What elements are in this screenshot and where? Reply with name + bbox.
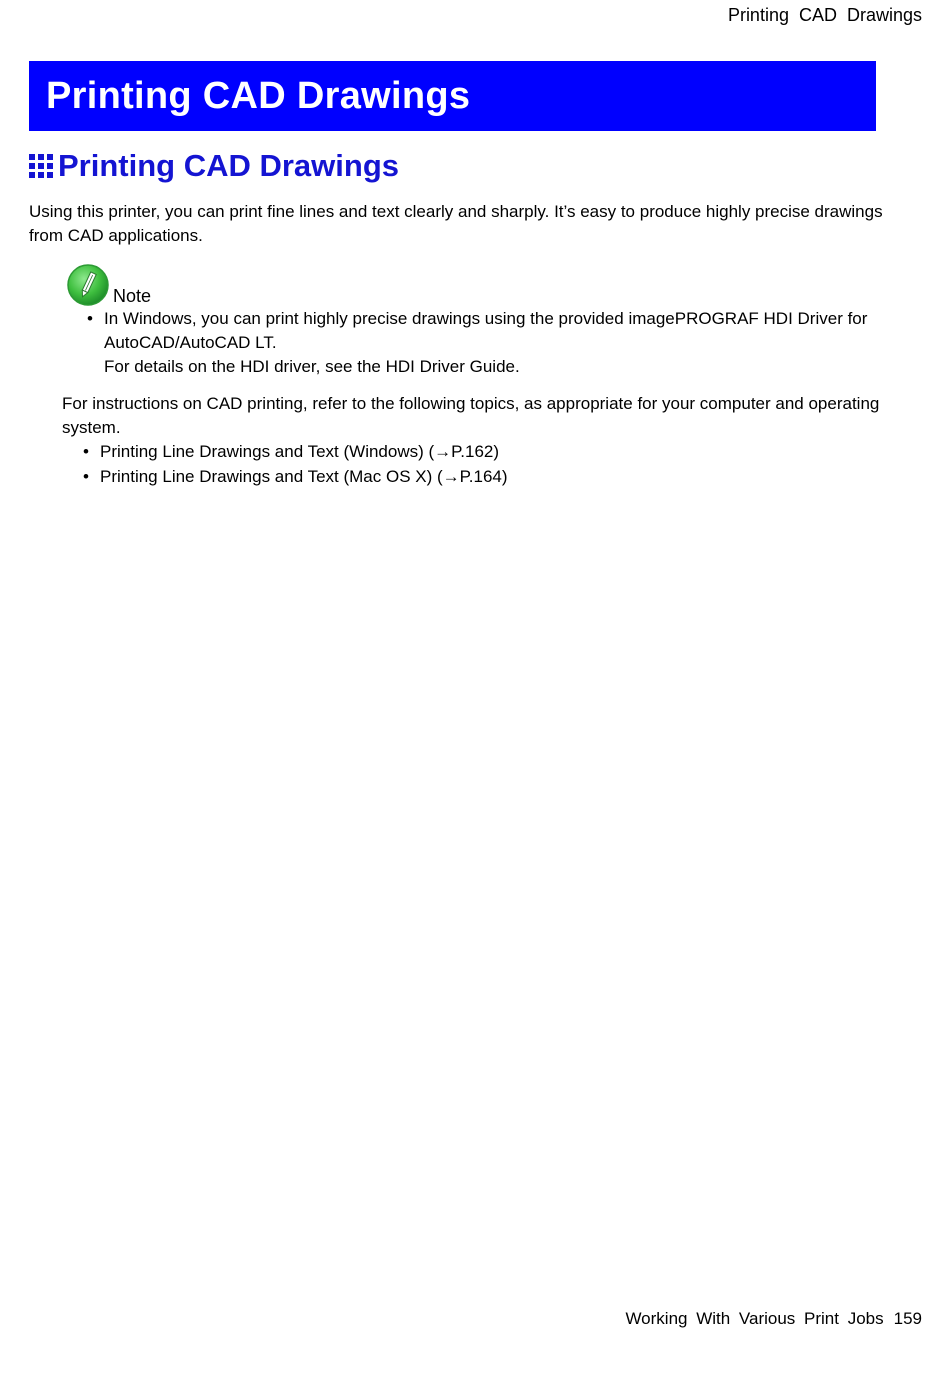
note-item-detail: For details on the HDI driver, see the HDI Driver Guide. — [104, 357, 520, 376]
bullet: • — [83, 467, 89, 486]
banner-title: Printing CAD Drawings — [46, 74, 471, 117]
page-number: 159 — [893, 1309, 922, 1328]
note-block — [66, 259, 886, 379]
topics-list — [62, 440, 892, 489]
page-footer — [625, 1309, 922, 1329]
pencil-icon — [66, 263, 110, 307]
topic-item[interactable] — [62, 465, 892, 489]
note-item-text: In Windows, you can print highly precise drawings using the provided imagePROGRAF HDI Driver for AutoCAD/AutoCAD LT. — [104, 309, 868, 352]
page-reference-link[interactable]: →P.164 — [442, 467, 502, 486]
bullet: • — [83, 442, 89, 461]
note-list — [66, 307, 886, 379]
topic-close-paren: ) — [493, 442, 500, 461]
bullet: • — [87, 309, 93, 328]
topic-close-paren: ) — [501, 467, 508, 486]
footer-section-name: Working With Various Print Jobs — [625, 1309, 884, 1328]
instructions-block — [62, 392, 892, 490]
instructions-paragraph: For instructions on CAD printing, refer to the following topics, as appropriate for your computer and operating system. — [62, 394, 880, 437]
running-header: Printing CAD Drawings — [727, 5, 922, 25]
topic-item[interactable] — [62, 440, 892, 464]
title-banner — [29, 61, 876, 131]
grid-icon — [29, 154, 53, 178]
topic-text: Printing Line Drawings and Text (Mac OS X) ( — [100, 467, 443, 486]
intro-paragraph: Using this printer, you can print fine lines and text clearly and sharply. It’s easy to produce highly precise drawings from CAD applications. — [29, 202, 883, 245]
page-reference-link[interactable]: →P.162 — [434, 442, 494, 461]
topic-text: Printing Line Drawings and Text (Windows) ( — [100, 442, 435, 461]
note-item — [66, 307, 886, 379]
section-heading — [29, 148, 399, 184]
section-title: Printing CAD Drawings — [58, 148, 400, 183]
note-label: Note — [113, 286, 152, 306]
note-header — [66, 259, 886, 307]
